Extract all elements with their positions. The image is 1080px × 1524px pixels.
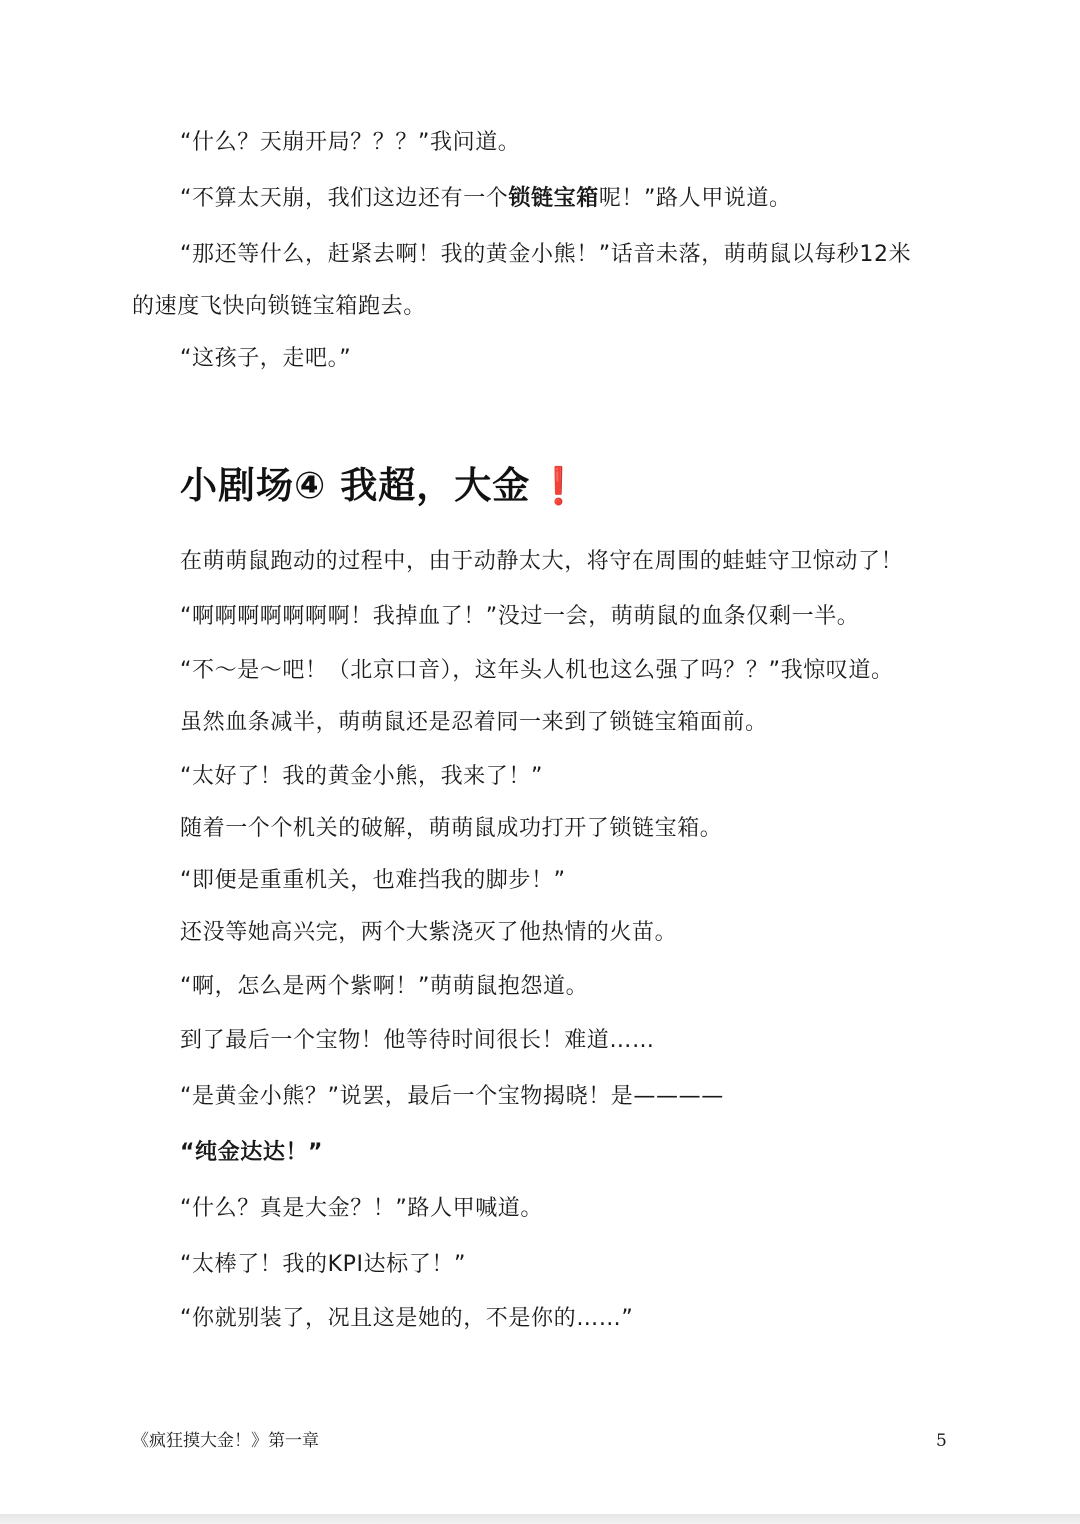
paragraph: “这孩子，走吧。” [180,346,352,371]
paragraph-chest [180,184,792,214]
footer-page-number: 5 [936,1431,947,1451]
paragraph: 到了最后一个宝物！他等待时间很长！难道…… [180,1028,655,1053]
paragraph: 虽然血条减半，萌萌鼠还是忍着同一来到了锁链宝箱面前。 [180,710,768,735]
section-heading [180,458,582,515]
paragraph-continuation: 的速度飞快向锁链宝箱跑去。 [132,294,426,319]
paragraph: 在萌萌鼠跑动的过程中，由于动静太大，将守在周围的蛙蛙守卫惊动了！ [180,549,904,574]
paragraph: “是黄金小熊？”说罢，最后一个宝物揭晓！是———— [180,1084,724,1109]
footer-book-title: 《疯狂摸大金！》第一章 [132,1431,319,1451]
bold-term: 锁链宝箱 [508,186,599,211]
paragraph: “太好了！我的黄金小熊，我来了！” [180,764,543,789]
paragraph: “那还等什么，赶紧去啊！我的黄金小熊！”话音未落，萌萌鼠以每秒12米 [180,242,912,267]
paragraph: “不～是～吧！（北京口音），这年头人机也这么强了吗？？”我惊叹道。 [180,658,894,683]
exclamation-icon: ❗ [536,466,583,507]
paragraph: “什么？真是大金？！”路人甲喊道。 [180,1196,543,1221]
paragraph: 还没等她高兴完，两个大紫浇灭了他热情的火苗。 [180,920,678,945]
paragraph: “啊，怎么是两个紫啊！”萌萌鼠抱怨道。 [180,974,589,999]
paragraph: “太棒了！我的KPI达标了！” [180,1252,466,1277]
paragraph-text: 呢！”路人甲说道。 [598,186,792,211]
paragraph: “即便是重重机关，也难挡我的脚步！” [180,868,566,893]
paragraph: “什么？天崩开局？？？”我问道。 [180,130,521,155]
page-edge-divider [0,1514,1080,1524]
heading-text: 小剧场④ 我超，大金 [180,464,531,507]
paragraph: 随着一个个机关的破解，萌萌鼠成功打开了锁链宝箱。 [180,816,723,841]
paragraph: “啊啊啊啊啊啊啊！我掉血了！”没过一会，萌萌鼠的血条仅剩一半。 [180,604,860,629]
paragraph: “你就别装了，况且这是她的，不是你的……” [180,1306,634,1331]
paragraph-text: “不算太天崩，我们这边还有一个 [180,186,509,211]
paragraph-bold: “纯金达达！” [180,1140,324,1165]
